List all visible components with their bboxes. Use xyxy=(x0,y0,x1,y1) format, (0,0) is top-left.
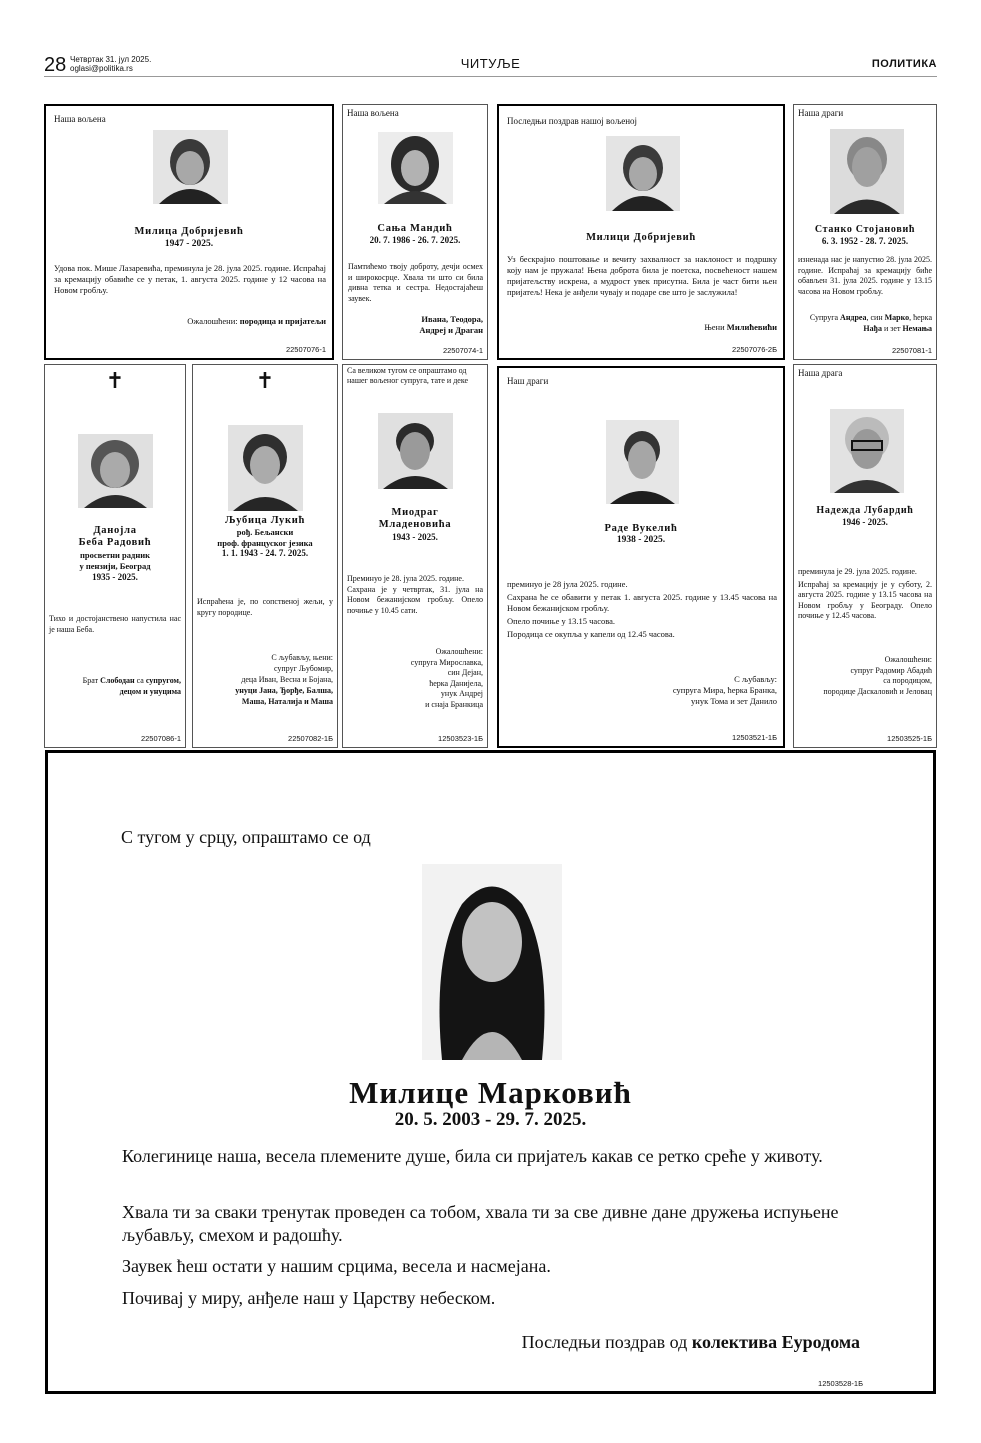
notice-text: Уз бескрајно поштовање и вечиту захвалност за наклоност и подршку коју нам је пружала! Њена доброта била је поетска, посвећеност нашем пријатељству искрена, а мудрост увек присутна. Била је част бити њен пријатељ! Нека је анђели чувају и подаре све што је заслужила! xyxy=(507,254,777,297)
sig-line: Ожалошћени: xyxy=(884,655,932,664)
sig-connector: , ћерка xyxy=(909,313,932,322)
deceased-name: Милице Марковић xyxy=(349,1075,632,1110)
life-dates: 20. 7. 1986 - 26. 7. 2025. xyxy=(369,235,461,245)
notice-text: Памтићемо твоју доброту, дечји осмех и широкосрце. Хвала ти што си била дивна тетка и сестра. Недостајаћеш заувек. xyxy=(348,262,483,303)
portrait-photo xyxy=(378,413,453,489)
deceased-name: Станко Стојановић xyxy=(814,224,916,235)
life-dates: 1946 - 2025. xyxy=(842,517,888,527)
notice-intro: Наша вољена xyxy=(54,114,106,124)
notice-signature xyxy=(507,322,777,333)
notice-paragraph: Преминуо је 28. јула 2025. године. xyxy=(347,574,464,583)
obituary-notice xyxy=(497,104,785,360)
page-header xyxy=(44,52,937,77)
sig-prefix: Брат xyxy=(82,676,101,685)
sig-line: ћерка Данијела, xyxy=(429,678,483,688)
life-dates: 1947 - 2025. xyxy=(164,239,214,249)
sig-line: супруга Мира, ћерка Бранка, xyxy=(672,685,777,695)
main-obituary-notice xyxy=(45,750,936,1394)
newspaper-logo: ПОЛИТИКА xyxy=(871,58,937,70)
sig-names: породица и пријатељи xyxy=(239,316,326,326)
notice-signature xyxy=(522,1332,860,1353)
notice-signature xyxy=(49,675,181,697)
notice-paragraph: Заувек ћеш остати у нашим срцима, весела и насмејана. xyxy=(122,1256,551,1276)
notice-text: Тихо и достојанствено напустила нас је наша Беба. xyxy=(49,614,181,634)
notice-intro: С тугом у срцу, опраштамо се од xyxy=(121,827,371,847)
portrait-photo xyxy=(830,409,904,493)
sig-line: Андреј и Драган xyxy=(419,325,483,335)
sig-connector: са xyxy=(134,676,146,685)
notice-paragraph: Сахрана је у четвртак, 31. јула на Новом бежанијском гробљу. Опело почиње у 10.45 сати. xyxy=(347,584,483,615)
sig-line: син Дејан, xyxy=(447,668,483,677)
sig-line: Ивана, Теодора, xyxy=(421,314,483,324)
sig-line: породице Даскаловић и Јеловац xyxy=(823,686,932,696)
deceased-name: Сања Мандић xyxy=(377,223,453,234)
notice-text xyxy=(507,579,777,640)
orthodox-cross-icon: ✝ xyxy=(255,368,275,393)
ad-code: 12503521-1Б xyxy=(732,733,777,742)
sig-prefix: Ожалошћени: xyxy=(187,316,240,326)
subtitle-line: у пензији, Београд xyxy=(79,561,151,571)
notice-signature xyxy=(351,314,483,336)
deceased-name xyxy=(49,525,181,549)
notice-intro: Наш драги xyxy=(507,376,549,386)
sig-line: С љубављу: xyxy=(734,674,777,684)
subtitle-line: просветни радник xyxy=(79,550,151,560)
deceased-name: Милица Добријевић xyxy=(134,226,244,237)
notice-paragraph: Опело почиње у 13.15 часова. xyxy=(507,616,616,626)
deceased-name: Надежда Лубардић xyxy=(816,505,914,516)
name-line: Младеновића xyxy=(378,519,452,530)
obituary-notice xyxy=(342,364,488,748)
portrait-photo xyxy=(830,129,904,214)
portrait-photo xyxy=(378,132,453,204)
notice-signature xyxy=(798,655,932,697)
obituary-notice xyxy=(44,104,334,360)
notice-paragraph: преминуо је 28 јула 2025. године. xyxy=(507,579,628,589)
sig-name: Андреа xyxy=(840,313,867,322)
sig-prefix: Последњи поздрав од xyxy=(521,1332,692,1352)
deceased-occupation xyxy=(49,550,181,572)
life-dates: 1938 - 2025. xyxy=(616,535,666,545)
obituary-notice xyxy=(342,104,488,360)
sig-name: Слободан xyxy=(100,676,135,685)
subtitle-line: проф. француског језика xyxy=(217,538,313,548)
sig-line: супруг Радомир Абадић xyxy=(850,665,932,675)
page-number: 28 xyxy=(44,54,67,76)
notice-intro: Са великом тугом се опраштамо од нашег вољеног супруга, тате и деке xyxy=(347,366,469,385)
notice-paragraph: Почивај у миру, анђеле наш у Царству небеском. xyxy=(122,1288,496,1308)
sig-line: С љубављу, њени: xyxy=(271,653,333,662)
sig-line: деца Иван, Весна и Бојана, xyxy=(241,675,333,684)
sig-line: Маша, Наталија и Маша xyxy=(241,697,333,706)
notice-paragraph: Колегинице наша, весела племените душе, била си пријатељ какав се ретко среће у животу. xyxy=(122,1146,823,1166)
notice-text: изненада нас је напустио 28. јула 2025. године. Испраћај за кремацију биће обављен 31. јула 2025. године у 13.15 часова на Новом гробљу. xyxy=(798,255,932,296)
sig-prefix: Њени xyxy=(704,322,727,332)
life-dates: 1943 - 2025. xyxy=(392,532,438,542)
sig-line: са породицом, xyxy=(883,676,932,685)
notice-intro: Последњи поздрав нашој вољеној xyxy=(507,116,638,126)
sig-line: унуци Јана, Ђорђе, Балша, xyxy=(235,686,333,695)
notice-paragraph: Сахрана ће се обавити у петак 1. августа 2025. године у 13.45 часова на Новом бежанијском гробљу. xyxy=(507,592,777,613)
name-line: Данојла xyxy=(93,525,137,536)
notice-signature xyxy=(347,647,483,710)
sig-line: унук Тома и зет Данило xyxy=(691,696,777,706)
portrait-photo xyxy=(422,864,562,1060)
name-line: Беба Радовић xyxy=(78,537,152,548)
ad-code: 12503525-1Б xyxy=(887,734,932,743)
ad-code: 22507082-1Б xyxy=(288,734,333,743)
portrait-photo xyxy=(78,434,153,508)
life-dates: 20. 5. 2003 - 29. 7. 2025. xyxy=(394,1109,587,1130)
ad-code: 12503528-1Б xyxy=(818,1379,863,1388)
life-dates: 6. 3. 1952 - 28. 7. 2025. xyxy=(821,236,909,246)
ad-code: 22507076-2Б xyxy=(732,345,777,354)
sig-name: Нађа xyxy=(863,323,882,333)
obituary-notice xyxy=(793,104,937,360)
notice-intro: Наша вољена xyxy=(347,108,399,118)
notice-signature xyxy=(798,313,932,334)
notice-text: Удова пок. Мише Лазаревића, преминула је 28. јула 2025. године. Испраћај за кремацију обавиће се у петак, 1. августа 2025. године у 12 часова на Новом гробљу. xyxy=(54,263,326,295)
sig-names: колектива Еуродома xyxy=(691,1332,860,1352)
sig-line: супруга Мирославка, xyxy=(410,657,483,667)
sig-name: Марко xyxy=(884,313,910,322)
portrait-photo xyxy=(228,425,303,511)
portrait-photo xyxy=(153,130,228,204)
portrait-photo xyxy=(606,136,680,211)
obituary-notice xyxy=(44,364,186,748)
deceased-name xyxy=(347,507,483,531)
contact-email: oglasi@politika.rs xyxy=(70,64,133,73)
sig-connector: , син xyxy=(866,313,885,322)
deceased-name: Милици Добријевић xyxy=(586,232,696,243)
ad-code: 12503523-1Б xyxy=(438,734,483,743)
section-title: ЧИТУЉЕ xyxy=(460,56,521,71)
name-line: Миодраг xyxy=(391,507,439,518)
portrait-photo xyxy=(606,420,679,504)
notice-intro: Наша драги xyxy=(798,108,844,118)
life-dates: 1935 - 2025. xyxy=(92,572,138,582)
sig-line: децом и унуцима xyxy=(119,687,181,696)
notice-text xyxy=(798,567,932,622)
notice-text: Испраћена је, по сопственој жељи, у кругу породице. xyxy=(197,597,333,617)
notice-paragraph: преминула је 29. јула 2025. године. xyxy=(798,567,917,576)
notice-paragraph: Породица се окупља у капели од 12.45 часова. xyxy=(507,629,675,639)
obituary-notice xyxy=(793,364,937,748)
sig-name: супругом, xyxy=(145,676,181,685)
deceased-name: Раде Вукелић xyxy=(604,523,678,534)
subtitle-line: рођ. Бељански xyxy=(236,527,294,537)
notice-paragraph: Испраћај за кремацију је у суботу, 2. августа 2025. године у 13.15 часова на Новом гробљу у Београду. Опело почиње у 12.45 часова. xyxy=(798,579,932,620)
orthodox-cross-icon: ✝ xyxy=(105,368,125,393)
ad-code: 22507076-1 xyxy=(285,345,326,354)
deceased-occupation xyxy=(197,527,333,549)
notice-signature xyxy=(54,316,326,327)
ad-code: 22507074-1 xyxy=(442,346,483,355)
notice-signature xyxy=(507,674,777,707)
sig-name: Немања xyxy=(902,323,932,333)
issue-date: Четвртак 31. јул 2025. xyxy=(70,55,152,64)
sig-line: и снаја Бранкица xyxy=(425,699,483,709)
notice-text xyxy=(347,574,483,616)
sig-line: унук Андреј xyxy=(440,689,483,698)
obituary-notice xyxy=(192,364,338,748)
sig-connector: и зет xyxy=(881,323,903,333)
ad-code: 22507086-1 xyxy=(140,734,181,743)
sig-names: Милићевићи xyxy=(726,322,777,332)
sig-prefix: Супруга xyxy=(809,313,841,322)
sig-line: супруг Љубомир, xyxy=(273,664,333,673)
ad-code: 22507081-1 xyxy=(891,346,932,355)
life-dates: 1. 1. 1943 - 24. 7. 2025. xyxy=(221,548,309,558)
obituary-notice xyxy=(497,366,785,748)
notice-intro: Наша драга xyxy=(798,368,843,378)
notice-signature xyxy=(197,652,333,707)
notice-paragraph: Хвала ти за сваки тренутак проведен са тобом, хвала ти за све дивне дане дружења испуњене љубављу, смехом и радошћу. xyxy=(122,1202,839,1245)
deceased-name: Љубица Лукић xyxy=(224,515,306,526)
sig-line: Ожалошћени: xyxy=(435,647,483,656)
